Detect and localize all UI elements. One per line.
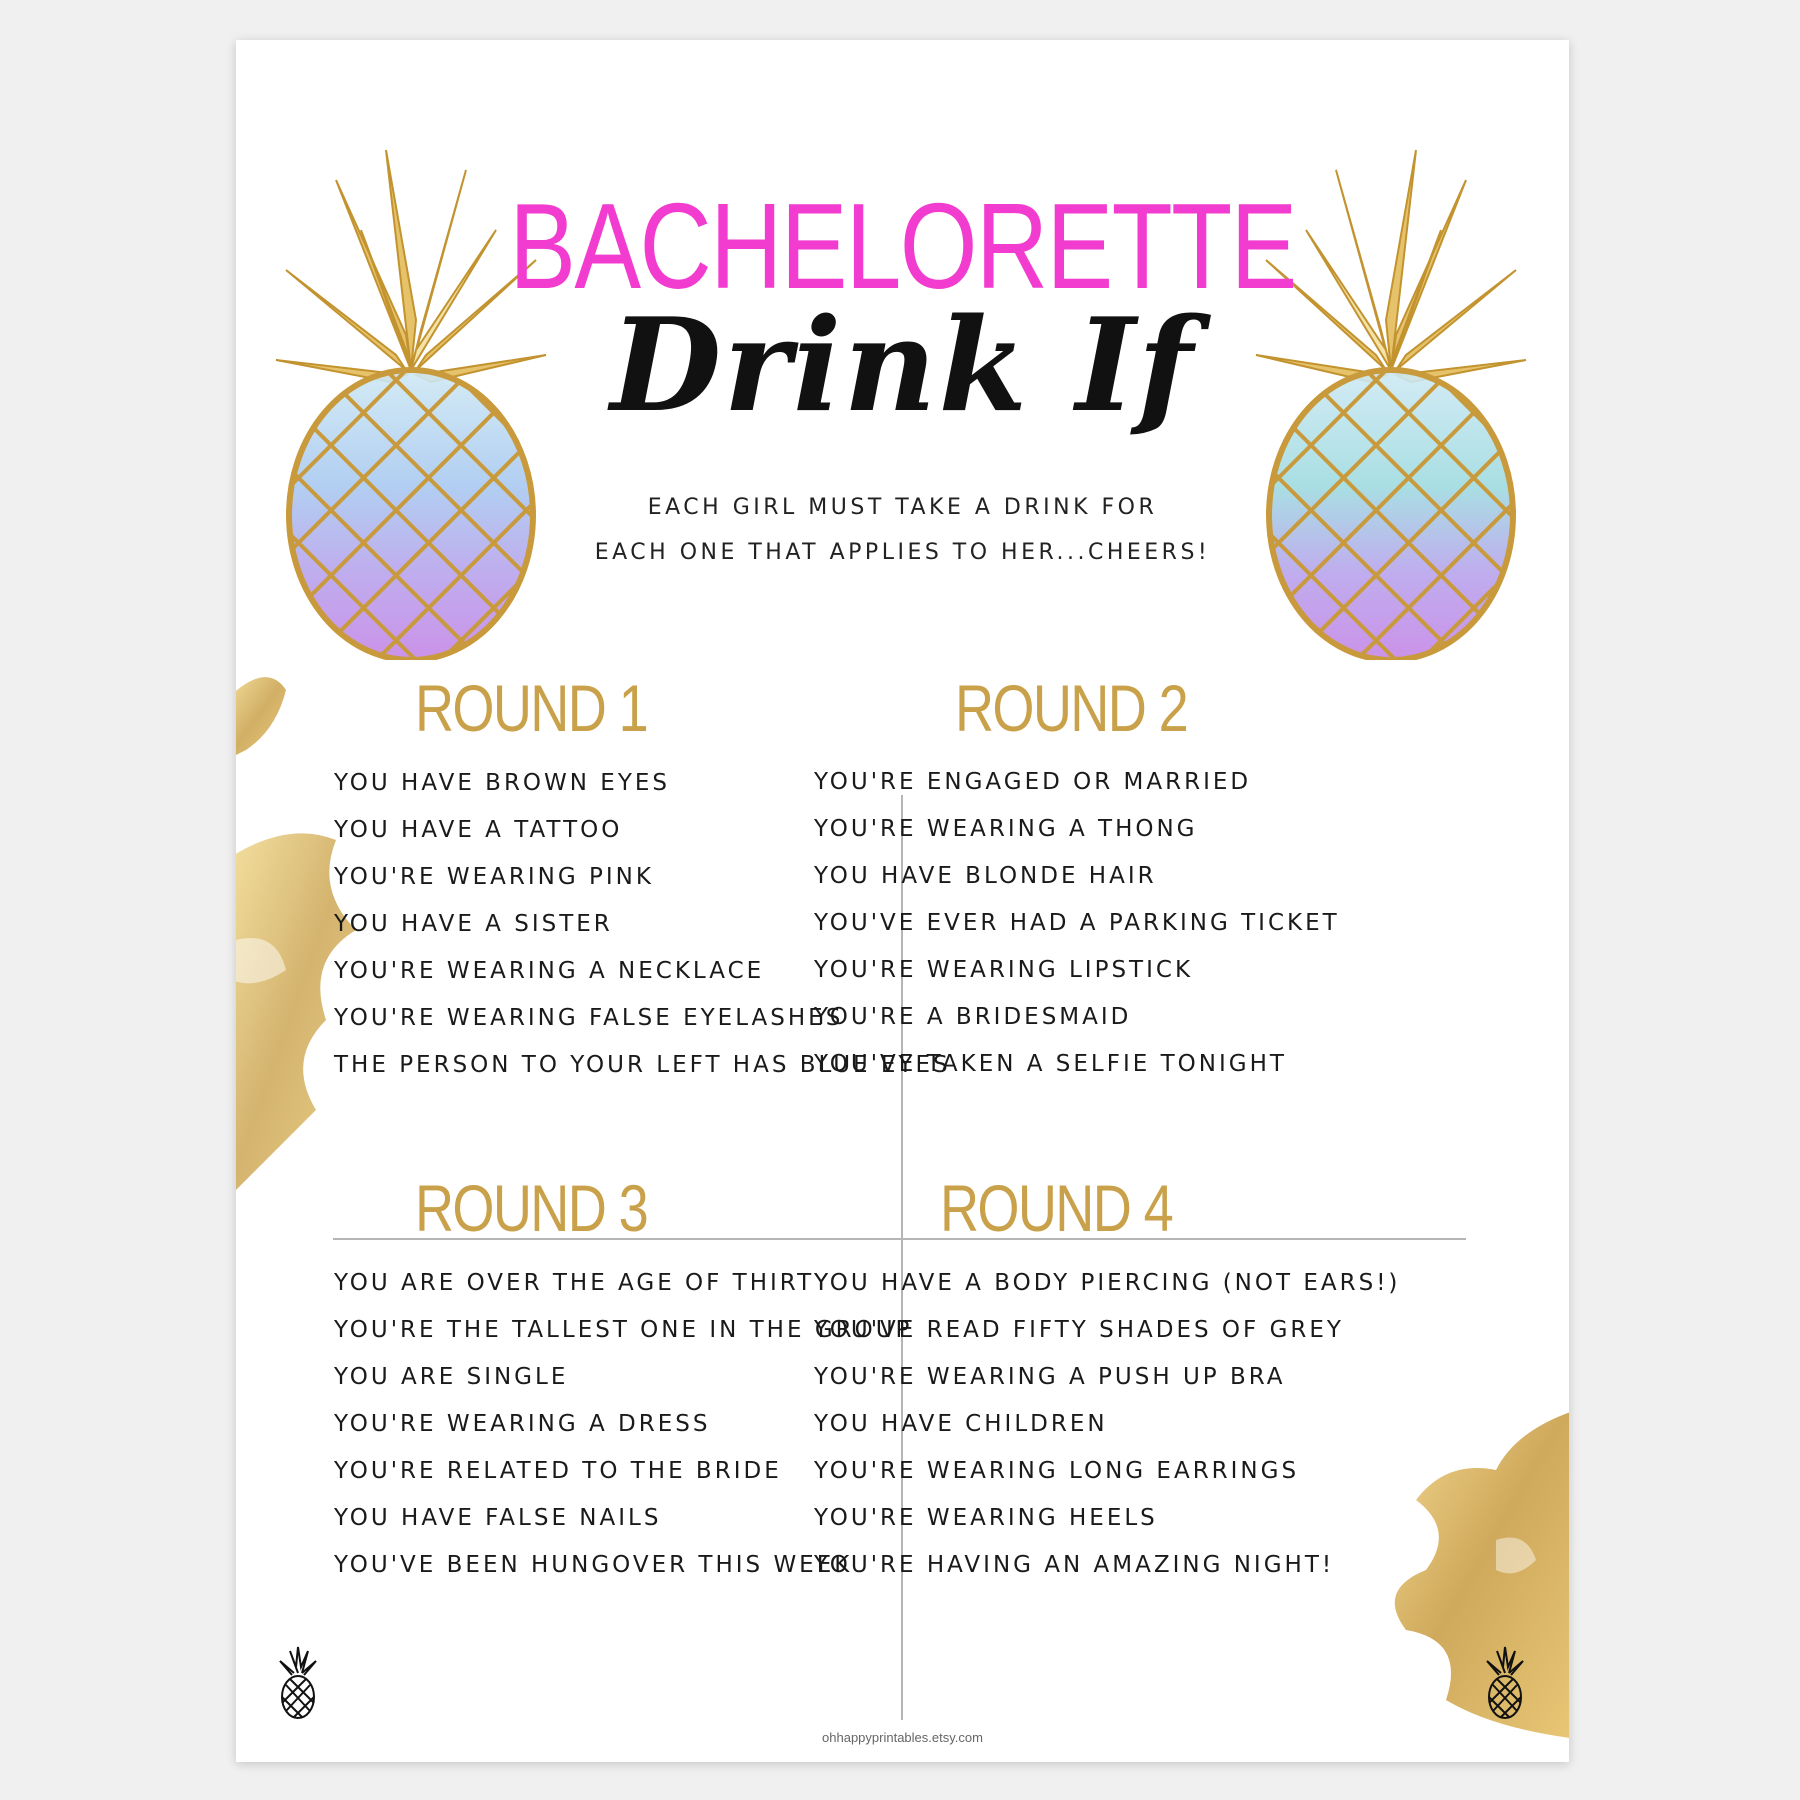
list-item: YOU HAVE A SISTER [334,911,613,937]
list-item: YOU'VE EVER HAD A PARKING TICKET [814,910,1340,936]
round-4-heading: ROUND 4 [939,1171,1173,1245]
list-item: YOU'RE WEARING A DRESS [334,1411,711,1437]
round-2-list [814,759,1340,1088]
list-item: YOU'RE A BRIDESMAID [814,1004,1132,1030]
round-3-heading: ROUND 3 [414,1171,648,1245]
round-4-list [814,1260,1400,1589]
round-2-heading: ROUND 2 [954,671,1188,745]
list-item: YOU HAVE FALSE NAILS [334,1505,662,1531]
footer-credit: ohhappyprintables.etsy.com [822,1730,983,1745]
list-item: YOU HAVE BLONDE HAIR [814,863,1157,889]
list-item: YOU ARE OVER THE AGE OF THIRTY [334,1270,832,1296]
list-item: YOU'RE THE TALLEST ONE IN THE GROUP [334,1317,913,1343]
list-item: YOU'RE WEARING PINK [334,864,654,890]
list-item: YOU'RE WEARING HEELS [814,1505,1158,1531]
list-item: YOU'RE WEARING A NECKLACE [334,958,765,984]
list-item: YOU'RE WEARING A THONG [814,816,1198,842]
list-item: YOU'RE ENGAGED OR MARRIED [814,769,1252,795]
list-item: YOU HAVE A TATTOO [334,817,623,843]
printable-page [236,40,1569,1762]
instructions-line-1: EACH GIRL MUST TAKE A DRINK FOR [647,495,1158,520]
pineapple-outline-icon [274,1645,322,1721]
list-item: YOU'VE TAKEN A SELFIE TONIGHT [814,1051,1287,1077]
instructions-line-2: EACH ONE THAT APPLIES TO HER...CHEERS! [594,540,1211,565]
list-item: THE PERSON TO YOUR LEFT HAS BLUE EYES [334,1052,951,1078]
list-item: YOU'VE READ FIFTY SHADES OF GREY [814,1317,1344,1343]
list-item: YOU'RE RELATED TO THE BRIDE [334,1458,782,1484]
round-1-heading: ROUND 1 [414,671,648,745]
list-item: YOU'RE WEARING FALSE EYELASHES [334,1005,844,1031]
list-item: YOU'RE HAVING AN AMAZING NIGHT! [814,1552,1335,1578]
page-title: BACHELORETTE [509,178,1296,314]
list-item: YOU'RE WEARING A PUSH UP BRA [814,1364,1286,1390]
list-item: YOU'RE WEARING LONG EARRINGS [814,1458,1300,1484]
list-item: YOU'VE BEEN HUNGOVER THIS WEEK [334,1552,853,1578]
list-item: YOU HAVE CHILDREN [814,1411,1108,1437]
page-subtitle-script: Drink If [610,291,1195,441]
pineapple-outline-icon [1481,1645,1529,1721]
list-item: YOU'RE WEARING LIPSTICK [814,957,1194,983]
list-item: YOU HAVE BROWN EYES [334,770,671,796]
list-item: YOU ARE SINGLE [334,1364,569,1390]
list-item: YOU HAVE A BODY PIERCING (NOT EARS!) [814,1270,1401,1296]
